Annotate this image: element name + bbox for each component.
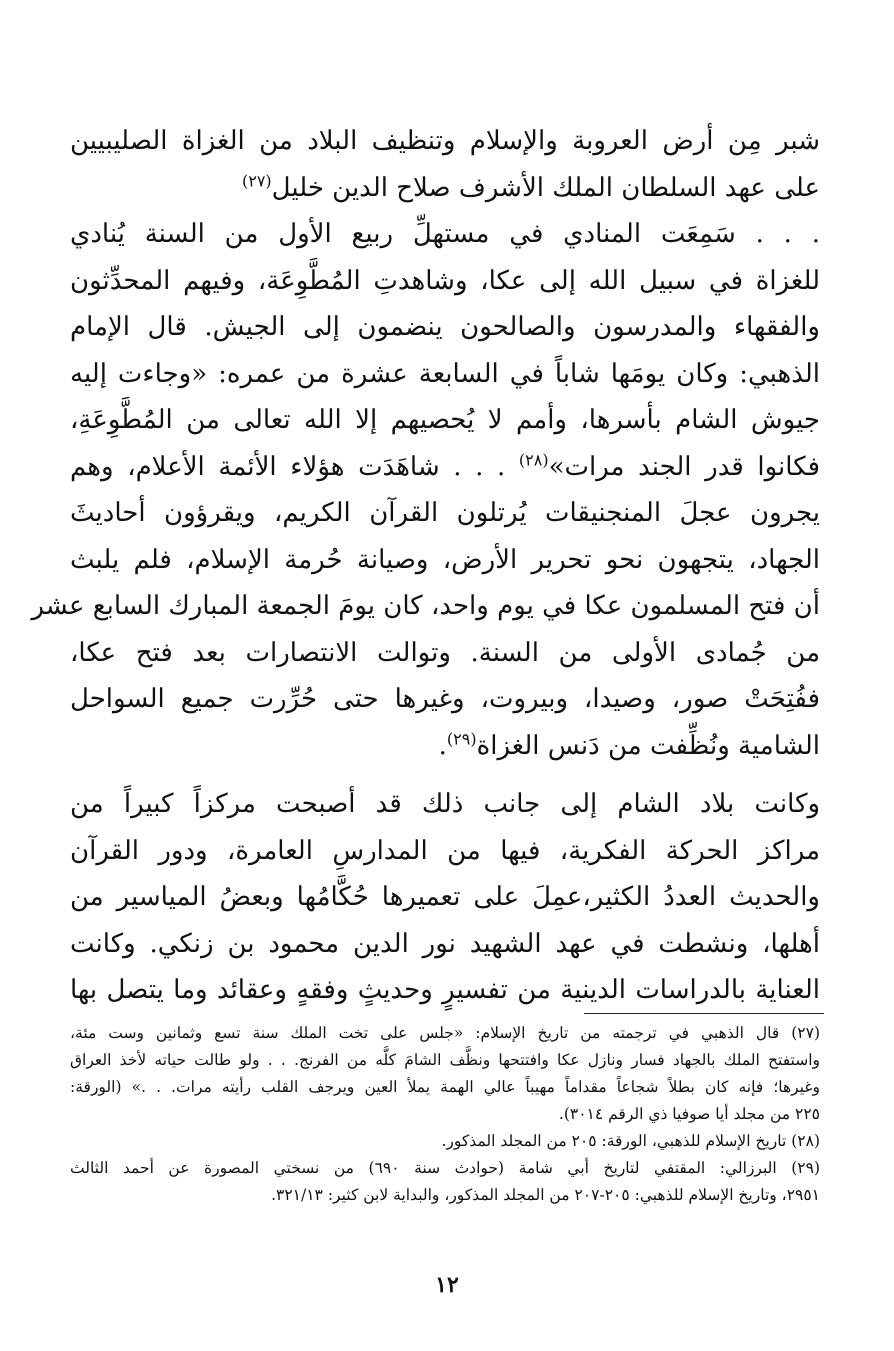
text-line: وكانت بلاد الشام إلى جانب ذلك قد أصبحت مركزاً كبيراً من bbox=[70, 789, 820, 819]
text-line: يجرون عجلَ المنجنيقات يُرتلون القرآن الكريم، ويقرؤون أحاديثَ bbox=[70, 498, 820, 528]
footnote-line: واستفتح الملك بالجهاد فسار ونازل عكا وافتتحها ونظَّف الشامَ كلَّه من الفرنج. . . ولو طالت حياته لأخذ العراق bbox=[70, 1051, 820, 1069]
footnote-line: (٢٩) البرزالي: المقتفي لتاريخ أبي شامة (حوادث سنة ٦٩٠) من نسختي المصورة عن أحمد الثالث bbox=[70, 1159, 820, 1177]
text-line: مراكز الحركة الفكرية، فيها من المدارسِ العامرة، ودور القرآن bbox=[70, 835, 820, 866]
page-number: ١٢ bbox=[435, 1272, 459, 1298]
text-line: فكانوا قدر الجند مرات»$^{(٢٨)}$ . . . شاهَدَت هؤلاء الأئمة الأعلام، وهم bbox=[70, 449, 820, 482]
paragraph-gap bbox=[70, 769, 820, 781]
main-text-body bbox=[31, 118, 820, 1014]
text-line: جيوش الشام بأسرها، وأمم لا يُحصيهم إلا الله تعالى من المُطَّوِعَةِ، bbox=[70, 405, 820, 435]
footnote-line: وغيرها؛ فإنه كان بطلاً شجاعاً مقداماً مهيباً عالي الهمة يملأ العين ويرجف القلب رأيته مرات. . .» (الورقة: bbox=[70, 1078, 820, 1096]
text-line: الذهبي: وكان يومَها شاباً في السابعة عشرة من عمره: «وجاءت إليه bbox=[70, 358, 820, 389]
text-line: والحديث العددُ الكثير،عمِلَ على تعميرها حُكَّامُها وبعضُ المياسير من bbox=[70, 882, 820, 912]
footnote-ref-28[interactable]: (٢٨) bbox=[518, 449, 549, 469]
text-line: والفقهاء والمدرسون والصالحون ينضمون إلى الجيش. قال الإمام bbox=[70, 312, 820, 342]
text-line: أن فتح المسلمون عكا في يوم واحد، كان يومَ الجمعة المبارك السابع عشر bbox=[31, 591, 820, 621]
footnotes bbox=[70, 1020, 820, 1209]
text-line: العناية بالدراسات الدينية من تفسيرٍ وحديثٍ وفقهٍ وعقائد وما يتصل بها bbox=[70, 975, 820, 1005]
text-line: ففُتِحَتْ صور، وصيدا، وبيروت، وغيرها حتى حُرِّرت جميع السواحل bbox=[70, 684, 820, 714]
text-line: من جُمادى الأولى من السنة. وتوالت الانتصارات بعد فتح عكا، bbox=[70, 637, 820, 668]
text-line: للغزاة في سبيل الله إلى عكا، وشاهدتِ المُطَّوِعَة، وفيهم المحدِّثون bbox=[70, 265, 820, 296]
footnote-separator bbox=[584, 1013, 824, 1014]
footnote-line: (٢٧) قال الذهبي في ترجمته من تاريخ الإسلام: «جلس على تخت الملك سنة تسع وثمانين وست مئة، bbox=[70, 1024, 820, 1042]
text-line: أهلها، ونشطت في عهد الشهيد نور الدين محمود بن زنكي. وكانت bbox=[70, 928, 820, 959]
footnote-line: ٢٢٥ من مجلد أيا صوفيا ذي الرقم ٣٠١٤). bbox=[558, 1105, 820, 1123]
text-line: الشامية ونُظِّفت من دَنس الغزاة$^{(٢٩)}$. bbox=[438, 728, 820, 761]
text-line: على عهد السلطان الملك الأشرف صلاح الدين خليل$^{(٢٧)}$ bbox=[241, 170, 820, 203]
text-line: . . . سَمِعَت المنادي في مستهلِّ ربيع الأول من السنة يُنادي bbox=[70, 219, 820, 249]
footnote-ref-29[interactable]: (٢٩) bbox=[446, 728, 477, 748]
footnote-line: ٢٩٥١، وتاريخ الإسلام للذهبي: ٢٠٥-٢٠٧ من المجلد المذكور، والبداية لابن كثير: ٣٢١/١٣. bbox=[271, 1186, 820, 1204]
footnote-line: (٢٨) تاريخ الإسلام للذهبي، الورقة: ٢٠٥ من المجلد المذكور. bbox=[441, 1132, 820, 1150]
text-line: شبر مِن أرض العروبة والإسلام وتنظيف البلاد من الغزاة الصليبيين bbox=[70, 126, 820, 156]
footnote-ref-27[interactable]: (٢٧) bbox=[241, 170, 272, 190]
text-line: الجهاد، يتجهون نحو تحرير الأرض، وصيانة حُرمة الإسلام، فلم يلبث bbox=[70, 544, 820, 575]
